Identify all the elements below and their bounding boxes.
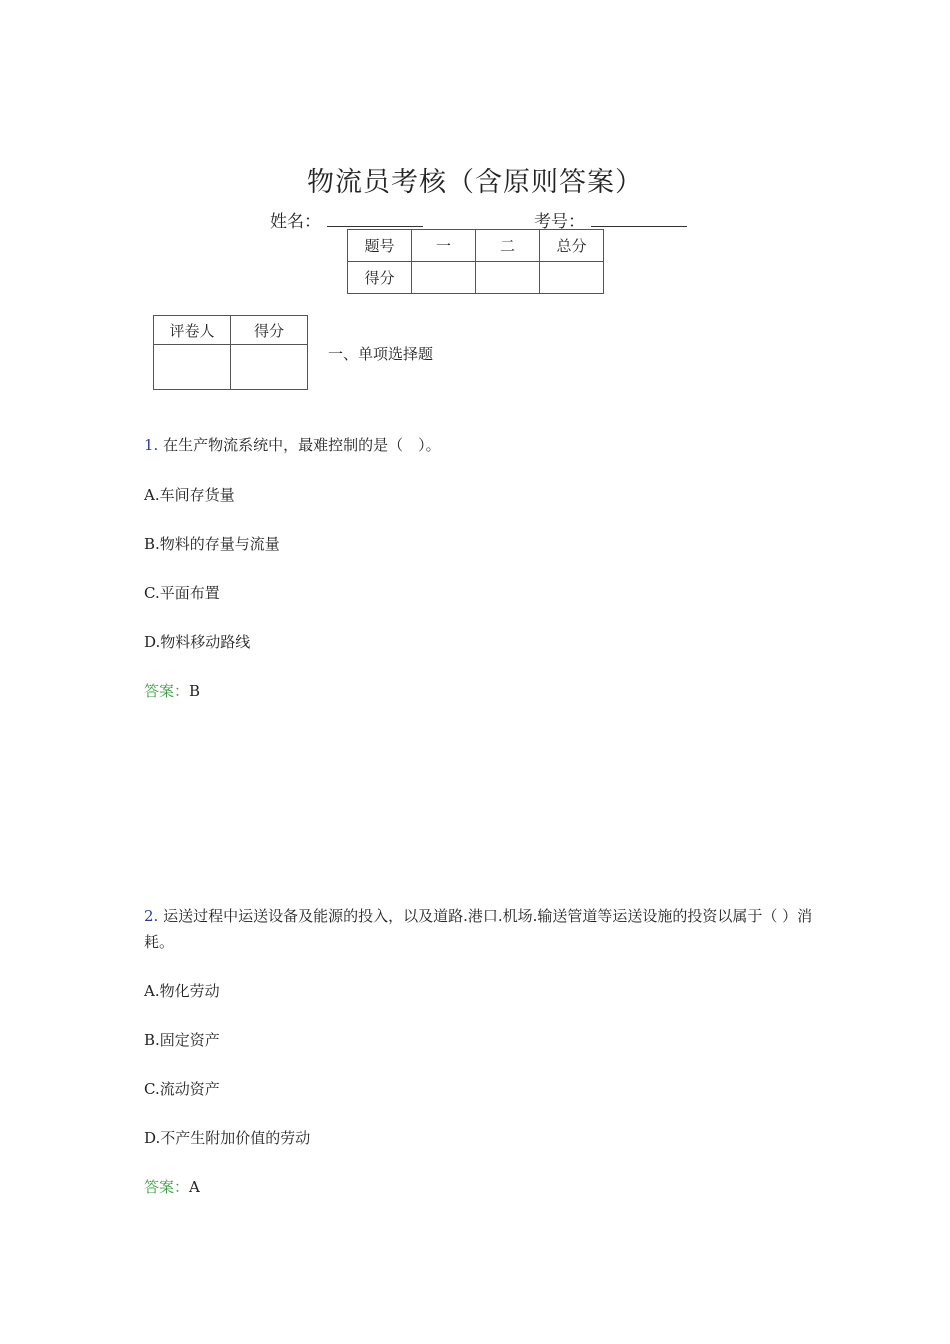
question-text: 在生产物流系统中，最难控制的是（ ）。	[163, 436, 441, 454]
question-number: 2.	[144, 907, 159, 925]
option-c: C.平面布置	[144, 584, 220, 602]
score-cell	[412, 262, 476, 294]
section-title: 一、单项选择题	[328, 345, 434, 363]
grader-cell	[154, 345, 231, 390]
answer	[144, 680, 200, 701]
option-b: B.固定资产	[144, 1031, 220, 1049]
score-header-cell: 二	[476, 230, 540, 262]
answer	[144, 1176, 200, 1197]
question-2	[144, 903, 814, 955]
exam-number-label: 考号：	[534, 212, 585, 232]
grader-header-cell: 评卷人	[154, 316, 231, 345]
question-number: 1.	[144, 436, 159, 454]
score-cell	[476, 262, 540, 294]
score-header-cell: 题号	[348, 230, 412, 262]
score-header-cell: 一	[412, 230, 476, 262]
grader-table	[153, 315, 308, 390]
grader-header-cell: 得分	[231, 316, 308, 345]
option-d: D.物料移动路线	[144, 633, 251, 651]
option-b: B.物料的存量与流量	[144, 535, 280, 553]
option-c: C.流动资产	[144, 1080, 220, 1098]
score-table	[347, 229, 604, 294]
answer-label: 答案：	[144, 682, 190, 700]
answer-value: B	[189, 682, 201, 700]
name-label: 姓名：	[270, 212, 321, 232]
exam-number-blank	[591, 226, 687, 227]
option-d: D.不产生附加价值的劳动	[144, 1129, 311, 1147]
score-row-label: 得分	[348, 262, 412, 294]
answer-value: A	[189, 1178, 200, 1196]
option-a: A.物化劳动	[144, 982, 220, 1000]
answer-label: 答案：	[144, 1178, 190, 1196]
grader-cell	[231, 345, 308, 390]
page-title: 物流员考核（含原则答案）	[307, 167, 643, 198]
score-header-cell: 总分	[540, 230, 604, 262]
name-blank	[327, 226, 423, 227]
score-cell	[540, 262, 604, 294]
option-a: A.车间存货量	[144, 486, 235, 504]
question-text: 运送过程中运送设备及能源的投入，以及道路.港口.机场.输送管道等运送设施的投资以属于（ ）消耗。	[144, 907, 813, 951]
question-1	[144, 432, 814, 458]
